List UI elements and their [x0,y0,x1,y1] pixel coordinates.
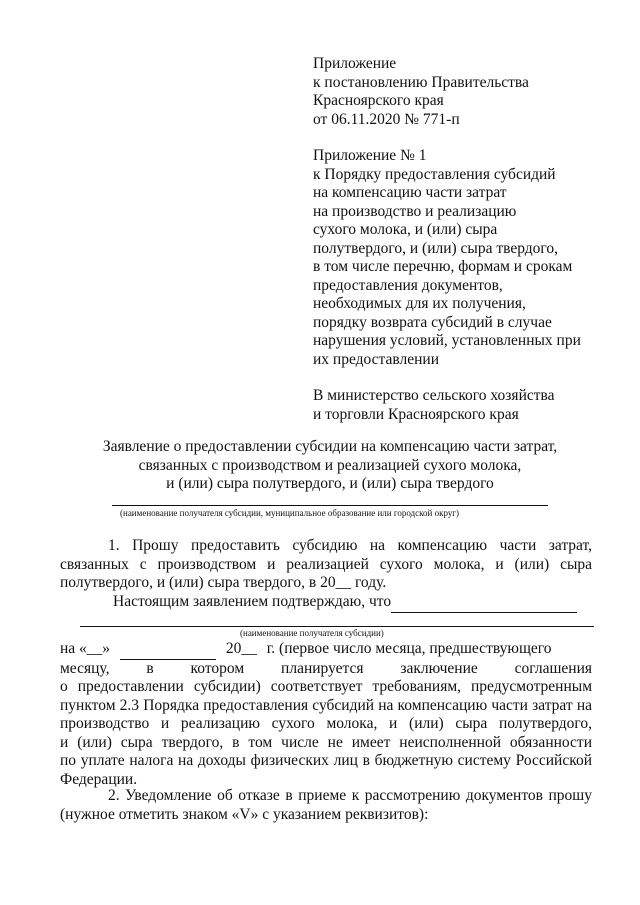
addressee-line: В министерство сельского хозяйства [313,387,555,404]
para1-line: полутвердого, и (или) сыра твердого, в 20__ году. [60,574,387,591]
para1-line: пунктом 2.3 Порядка предоставления субсидий на компенсацию части затрат на [60,696,592,714]
para1-line: Федерации. [60,770,138,788]
para1-line: производство и реализацию сухого молока, и (или) сыра полутвердого, [60,715,592,732]
header-block [313,55,613,424]
appendix1-line: необходимых для их получения, [313,295,526,312]
appendix-line: от 06.11.2020 № 771-п [313,110,460,128]
paragraph-1 [60,537,592,593]
appendix1-line: предоставления документов, [313,276,503,294]
date-rest: г. (первое число месяца, предшествующего [266,640,552,657]
confirm-input-line[interactable] [391,593,577,613]
document-title [60,438,600,494]
appendix1-line: в том числе перечню, формам и срокам [313,258,573,275]
para2-line: 2. Уведомление об отказе в приеме к рассмотрению документов прошу [108,787,592,804]
appendix1-line: Приложение № 1 [313,147,427,164]
month-input-line[interactable] [120,640,216,660]
recipient-hint: (наименование получателя субсидии, муниципальное образование или городской округ) [120,508,460,518]
para1-line: по уплате налога на доходы физических лиц в бюджетную систему Российской [60,752,592,769]
para1-line: о предоставлении субсидии) соответствует требованиям, предусмотренным [60,678,592,695]
appendix1-line: на производство и реализацию [313,202,517,220]
appendix1-line: порядку возврата субсидий в случае [313,313,552,331]
para1-line: 1. Прошу предоставить субсидию на компенсацию части затрат, [108,537,592,554]
confirm-line [113,593,593,613]
paragraph-1-cont [60,640,592,789]
paragraph-2 [60,787,592,824]
title-line: Заявление о предоставлении субсидии на компенсацию части затрат, [102,438,558,455]
appendix-line: к постановлению Правительства [313,73,529,91]
appendix1-line: полутвердого, и (или) сыра твердого, [313,239,559,257]
addressee-line: и торговли Красноярского края [313,405,519,423]
appendix1-line: нарушения условий, установленных при [313,332,581,349]
title-line: и (или) сыра полутвердого, и (или) сыра твердого [166,475,494,492]
date-on: на «__» [60,640,111,657]
para2-line: (нужное отметить знаком «V» с указанием реквизитов): [60,805,429,823]
date-year: 20__ [225,640,257,657]
recipient-input-line[interactable] [112,505,548,506]
title-line: связанных с производством и реализацией сухого молока, [138,456,522,474]
appendix1-line: на компенсацию части затрат [313,184,507,201]
para1-line: связанных с производством и реализацией сухого молока, и (или) сыра [60,555,592,573]
appendix1-line: их предоставлении [313,350,439,368]
appendix-line: Приложение [313,55,397,72]
appendix1-line: к Порядку предоставления субсидий [313,165,556,183]
name-hint: (наименование получателя субсидии) [240,628,384,638]
para1-line: месяцу, в котором планируется заключение соглашения [60,659,592,677]
confirm-text: Настоящим заявлением подтверждаю, что [113,593,392,610]
appendix1-line: сухого молока, и (или) сыра [313,221,498,238]
para1-line: и (или) сыра твердого, в том числе не имеет неисполненной обязанности [60,733,592,751]
name-input-line[interactable] [80,626,594,627]
appendix-line: Красноярского края [313,92,444,109]
date-line [60,640,592,660]
